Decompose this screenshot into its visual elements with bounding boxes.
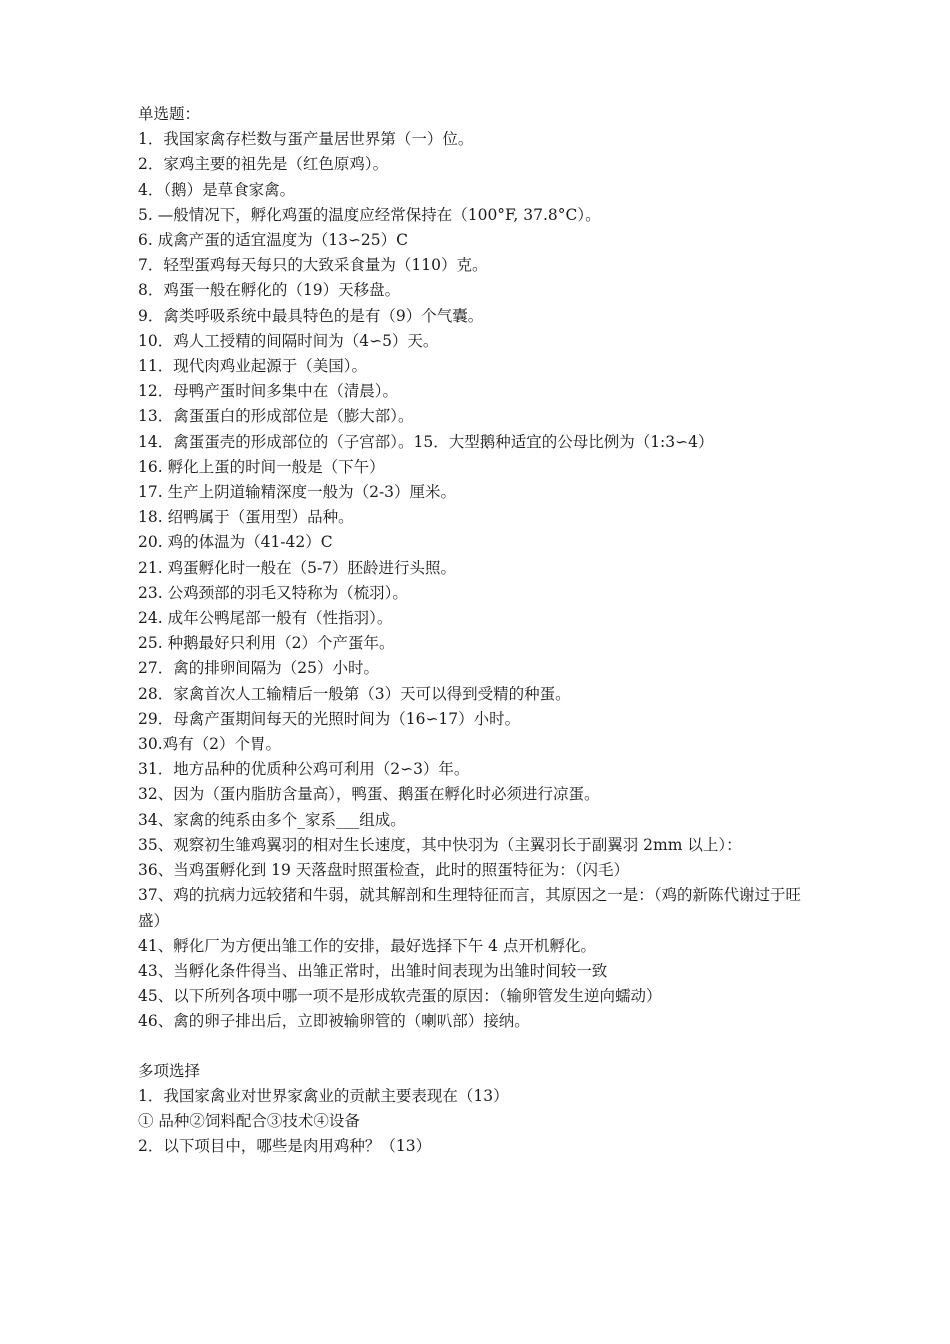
question-line: 20. 鸡的体温为（41-42）C [138, 533, 333, 552]
question-line: 5. —般情况下，孵化鸡蛋的温度应经常保持在（100°F, 37.8°C）。 [138, 205, 601, 224]
question-line: 31．地方品种的优质种公鸡可利用（2∽3）年。 [138, 760, 470, 779]
question-line: 17. 生产上阴道输精深度一般为（2-3）厘米。 [138, 483, 457, 502]
question-line: 16. 孵化上蛋的时间一般是（下午） [138, 457, 385, 476]
question-line: 1．我国家禽存栏数与蛋产量居世界第（一）位。 [138, 130, 474, 149]
question-line: 14．禽蛋蛋壳的形成部位的（子宫部）。15．大型鹅种适宜的公母比例为（1:3∽4） [138, 432, 714, 451]
question-line: 37、鸡的抗病力远较猪和牛弱，就其解剖和生理特征而言，其原因之一是：（鸡的新陈代谢过于旺盛） [138, 886, 801, 930]
question-line: 18. 绍鸭属于（蛋用型）品种。 [138, 508, 354, 527]
question-line: 23. 公鸡颈部的羽毛又特称为（梳羽）。 [138, 583, 408, 602]
single-choice-heading: 单选题： [138, 105, 201, 123]
question-line: 2．以下项目中，哪些是肉用鸡种？（13） [138, 1137, 432, 1156]
section-spacer [138, 1035, 818, 1059]
question-line: 13．禽蛋蛋白的形成部位是（膨大部）。 [138, 407, 414, 426]
question-line: 30.鸡有（2）个胃。 [138, 735, 282, 754]
question-line: 7．轻型蛋鸡每天每只的大致采食量为（110）克。 [138, 256, 488, 275]
question-line: 35、观察初生雏鸡翼羽的相对生长速度，其中快羽为（主翼羽长于副翼羽 2mm 以上）： [138, 835, 742, 854]
multi-choice-section [138, 1059, 818, 1160]
single-choice-section [138, 102, 818, 1035]
single-choice-list [138, 127, 818, 1034]
question-line: 45、以下所列各项中哪一项不是形成软壳蛋的原因：（输卵管发生逆向蠕动） [138, 987, 662, 1006]
question-line: 25. 种鹅最好只利用（2）个产蛋年。 [138, 634, 395, 653]
question-line: 32、因为（蛋内脂肪含量高），鸭蛋、鹅蛋在孵化时必须进行凉蛋。 [138, 785, 600, 804]
document-page [138, 102, 818, 1159]
question-line: 9．禽类呼吸系统中最具特色的是有（9）个气囊。 [138, 306, 484, 325]
question-line: ① 品种②饲料配合③技术④设备 [138, 1111, 360, 1130]
question-line: 34、家禽的纯系由多个_家系___组成。 [138, 810, 406, 829]
question-line: 24. 成年公鸭尾部一般有（性指羽）。 [138, 609, 393, 628]
question-line: 29．母禽产蛋期间每天的光照时间为（16∽17）小时。 [138, 709, 521, 728]
question-line: 4．（鹅）是草食家禽。 [138, 180, 296, 199]
question-line: 28．家禽首次人工输精后一般第（3）天可以得到受精的种蛋。 [138, 684, 571, 703]
question-line: 2．家鸡主要的祖先是（红色原鸡）。 [138, 155, 389, 174]
question-line: 41、孵化厂为方便出雏工作的安排，最好选择下午 4 点开机孵化。 [138, 936, 596, 955]
question-line: 6. 成禽产蛋的适宜温度为（13∽25）C [138, 231, 409, 250]
multi-choice-list [138, 1084, 818, 1160]
question-line: 12．母鸭产蛋时间多集中在（清晨）。 [138, 382, 398, 401]
question-line: 1．我国家禽业对世界家禽业的贡献主要表现在（13） [138, 1086, 509, 1105]
question-line: 8．鸡蛋一般在孵化的（19）天移盘。 [138, 281, 401, 300]
question-line: 36、当鸡蛋孵化到 19 天落盘时照蛋检查，此时的照蛋特征为：（闪毛） [138, 861, 630, 880]
question-line: 21. 鸡蛋孵化时一般在（5-7）胚龄进行头照。 [138, 558, 457, 577]
question-line: 43、当孵化条件得当、出雏正常时，出雏时间表现为出雏时间较一致 [138, 961, 608, 980]
question-line: 27．禽的排卵间隔为（25）小时。 [138, 659, 379, 678]
question-line: 11．现代肉鸡业起源于（美国）。 [138, 357, 367, 376]
question-line: 46、禽的卵子排出后，立即被输卵管的（喇叭部）接纳。 [138, 1012, 530, 1031]
multi-choice-heading: 多项选择 [138, 1061, 201, 1080]
question-line: 10．鸡人工授精的间隔时间为（4∽5）天。 [138, 331, 439, 350]
